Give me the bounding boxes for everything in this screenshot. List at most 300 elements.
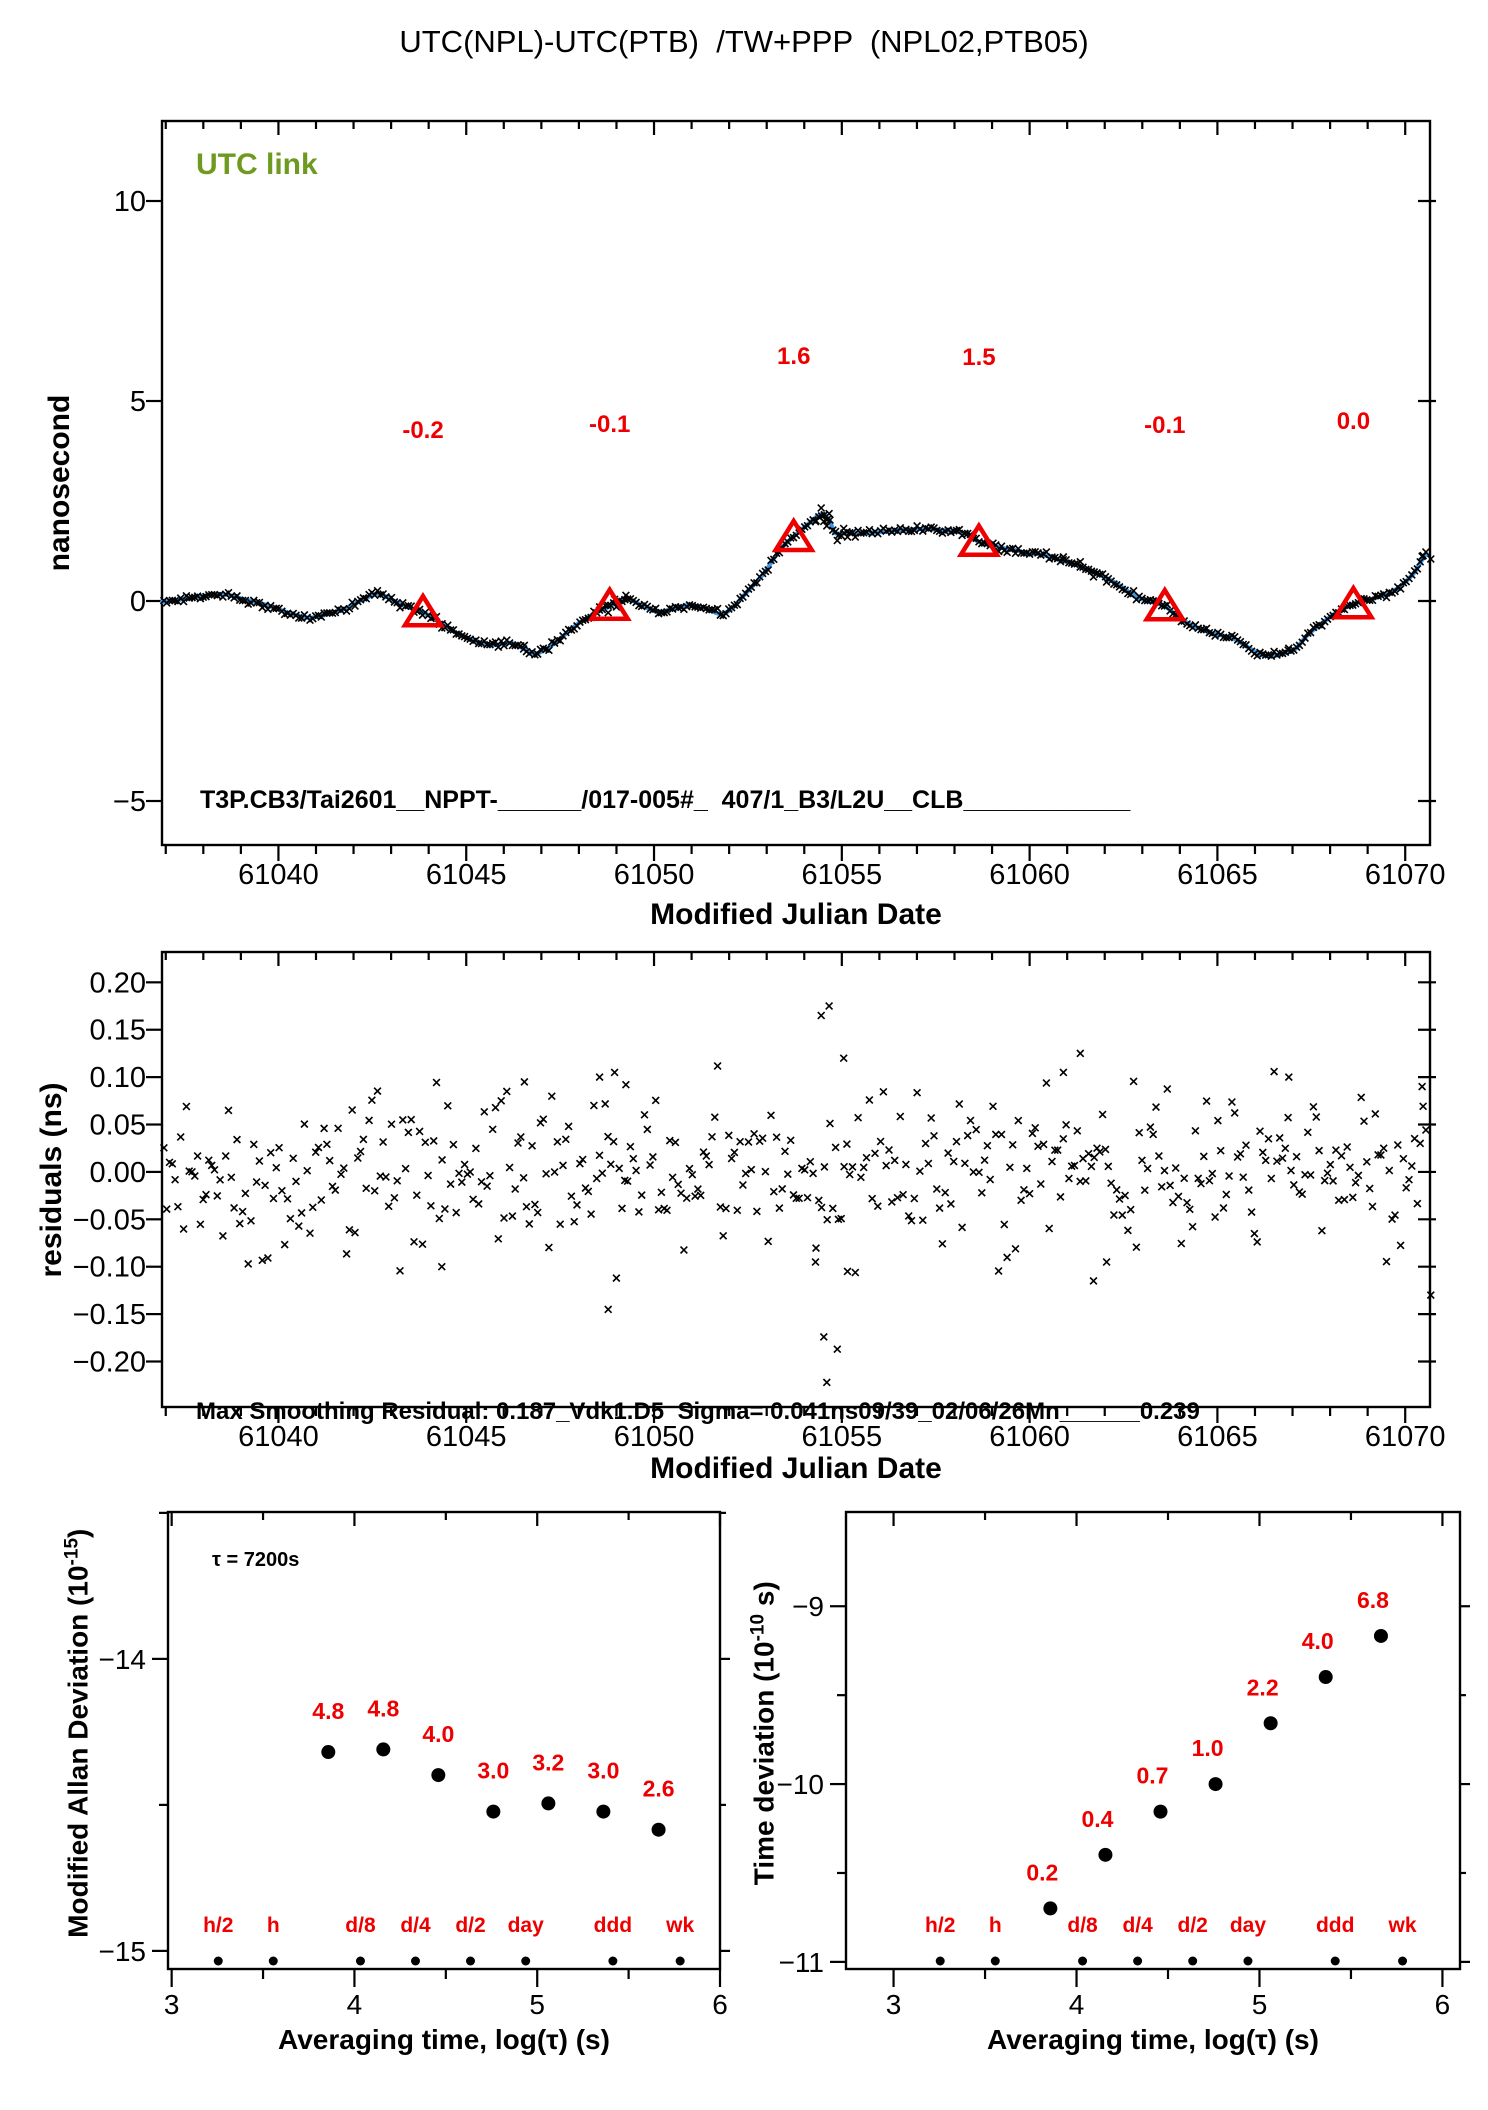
plot-title: UTC(NPL)-UTC(PTB) /TW+PPP (NPL02,PTB05) [399, 24, 1089, 59]
x-marker [824, 1216, 831, 1223]
point-value-label: 0.7 [1136, 1762, 1169, 1789]
residual-panel [73, 952, 1446, 1453]
x-tick-label: 3 [885, 1989, 902, 2020]
x-marker [1262, 1157, 1269, 1164]
x-marker [967, 1117, 974, 1124]
x-marker [304, 1167, 311, 1174]
x-marker [321, 1125, 328, 1132]
x-marker [521, 1079, 528, 1086]
x-marker [267, 1149, 274, 1156]
x-marker [633, 1167, 640, 1174]
x-marker [1130, 1078, 1137, 1085]
x-marker [1021, 1186, 1028, 1193]
y-axis-label-nanosecond: nanosecond [43, 394, 76, 572]
x-marker [891, 1157, 898, 1164]
x-marker [1090, 574, 1097, 581]
x-marker [844, 1268, 851, 1275]
x-marker [720, 1232, 727, 1239]
y-tick-label: −14 [98, 1643, 146, 1675]
period-label: ddd [593, 1914, 633, 1937]
x-marker [574, 1202, 581, 1209]
x-marker [234, 1136, 241, 1143]
x-marker [826, 1003, 833, 1010]
x-marker [1164, 1086, 1171, 1093]
x-marker [374, 1088, 381, 1095]
x-marker [1240, 1174, 1247, 1181]
x-marker [1167, 1182, 1174, 1189]
x-marker [939, 1240, 946, 1247]
x-marker [611, 1069, 618, 1076]
x-marker [461, 1161, 468, 1168]
x-marker [1220, 1205, 1227, 1212]
x-marker [413, 1192, 420, 1199]
deviation-point [541, 1796, 555, 1810]
x-marker [298, 1210, 305, 1217]
x-marker [1007, 1164, 1014, 1171]
point-value-label: 4.0 [422, 1721, 455, 1748]
period-label: wk [666, 1914, 695, 1937]
x-marker [1037, 1181, 1044, 1188]
x-marker [623, 1081, 630, 1088]
x-marker [1403, 1184, 1410, 1191]
x-marker [383, 1174, 390, 1181]
x-marker [964, 1132, 971, 1139]
x-marker [475, 1201, 482, 1208]
x-marker [248, 1217, 255, 1224]
x-marker [1423, 1127, 1430, 1134]
deviation-point [596, 1805, 610, 1819]
x-marker [931, 1132, 938, 1139]
x-marker [526, 1221, 533, 1228]
x-marker [1175, 1193, 1182, 1200]
x-marker [324, 1141, 331, 1148]
x-marker [1119, 1212, 1126, 1219]
x-marker [858, 1174, 865, 1181]
x-marker [1285, 1114, 1292, 1121]
x-marker [458, 1179, 465, 1186]
x-marker [438, 1263, 445, 1270]
x-marker [430, 1138, 437, 1145]
x-marker [976, 1169, 983, 1176]
x-marker [754, 1208, 761, 1215]
point-value-label: 3.2 [532, 1749, 565, 1776]
y-tick-label: −0.20 [72, 1346, 146, 1379]
x-marker [1400, 1155, 1407, 1162]
x-marker [834, 1346, 841, 1353]
calibration-value-label: 0.0 [1336, 408, 1371, 435]
x-marker [1203, 1098, 1210, 1105]
x-marker [998, 1131, 1005, 1138]
x-marker [1184, 1199, 1191, 1206]
x-marker [1229, 1099, 1236, 1106]
x-marker [1161, 1167, 1168, 1174]
deviation-point [1319, 1670, 1333, 1684]
x-marker [1383, 1258, 1390, 1265]
x-marker [1170, 1199, 1177, 1206]
x-marker [551, 1169, 558, 1176]
x-marker [936, 1205, 943, 1212]
x-marker [872, 1150, 879, 1157]
x-marker [1414, 1200, 1421, 1207]
x-marker [512, 1186, 519, 1193]
y-axis-label-tdev [715, 1581, 780, 1901]
x-marker [309, 1204, 316, 1211]
x-marker [1060, 1069, 1067, 1076]
x-marker [880, 1088, 887, 1095]
x-marker [1111, 1212, 1118, 1219]
x-marker [883, 1162, 890, 1169]
x-marker [869, 1195, 876, 1202]
x-marker [1324, 1170, 1331, 1177]
point-value-label: 1.0 [1191, 1735, 1224, 1762]
x-marker [1200, 1153, 1207, 1160]
x-marker [711, 1114, 718, 1121]
x-marker [1352, 1179, 1359, 1186]
panel-frame [162, 121, 1430, 845]
period-dot [1243, 1957, 1252, 1966]
x-marker [655, 1206, 662, 1213]
x-tick-label: 61055 [801, 859, 883, 891]
x-marker [481, 1108, 488, 1115]
deviation-point [652, 1823, 666, 1837]
x-marker [627, 1143, 634, 1150]
x-marker [366, 1117, 373, 1124]
x-marker [844, 1141, 851, 1148]
x-marker [723, 1205, 730, 1212]
x-marker [759, 1135, 766, 1142]
x-marker [399, 1117, 406, 1124]
x-tick-label: 61040 [238, 1421, 319, 1453]
x-marker [959, 1224, 966, 1231]
x-marker [270, 1195, 277, 1202]
x-marker [866, 1097, 873, 1104]
x-marker [748, 1166, 755, 1173]
x-marker [675, 1181, 682, 1188]
x-marker [810, 1170, 817, 1177]
x-marker [332, 1187, 339, 1194]
panel-frame [846, 1512, 1460, 1969]
x-marker [1186, 1206, 1193, 1213]
x-marker [1012, 1245, 1019, 1252]
x-marker [605, 1306, 612, 1313]
x-marker [602, 1101, 609, 1108]
x-marker [444, 1102, 451, 1109]
x-marker [1288, 1167, 1295, 1174]
x-marker [1125, 1227, 1132, 1234]
x-marker [630, 1155, 637, 1162]
x-tick-label: 61050 [613, 1421, 695, 1453]
x-marker [1158, 1183, 1165, 1190]
x-marker [1268, 1175, 1275, 1182]
deviation-point [1154, 1805, 1168, 1819]
x-marker [520, 1174, 527, 1181]
period-label: d/8 [345, 1914, 376, 1937]
x-marker [950, 1158, 957, 1165]
x-marker [1153, 1104, 1160, 1111]
x-marker [1282, 1145, 1289, 1152]
x-marker [172, 1176, 179, 1183]
x-marker [385, 1203, 392, 1210]
y-tick-label: −0.15 [72, 1299, 146, 1332]
x-marker [978, 1189, 985, 1196]
x-marker [1313, 1114, 1320, 1121]
x-tick-label: 6 [1434, 1989, 1451, 2020]
x-marker [1023, 1165, 1030, 1172]
x-marker [1049, 1158, 1056, 1165]
x-marker [990, 1103, 997, 1110]
x-marker [1361, 1118, 1368, 1125]
x-marker [360, 1136, 367, 1143]
x-axis-label-mjd-mid: Modified Julian Date [650, 1452, 942, 1485]
x-marker [1231, 1110, 1238, 1117]
x-marker [666, 1137, 673, 1144]
x-marker [220, 1233, 227, 1240]
x-marker [388, 1121, 395, 1128]
x-marker [273, 1164, 280, 1171]
x-marker [1406, 1176, 1413, 1183]
x-marker [745, 1139, 752, 1146]
y-axis-label-tdev-sup: -10 [747, 1613, 769, 1642]
x-marker [293, 1178, 300, 1185]
x-marker [703, 1153, 710, 1160]
x-marker [1299, 1191, 1306, 1198]
x-marker [636, 1209, 643, 1216]
x-marker [823, 1379, 830, 1386]
x-marker [888, 1199, 895, 1206]
deviation-point [486, 1805, 500, 1819]
x-marker [953, 1138, 960, 1145]
x-marker [456, 1170, 463, 1177]
x-marker [250, 1141, 257, 1148]
x-marker [489, 1126, 496, 1133]
x-marker [995, 1268, 1002, 1275]
x-marker [1386, 1167, 1393, 1174]
x-marker [815, 1197, 822, 1204]
x-marker [1212, 1214, 1219, 1221]
x-marker [568, 1193, 575, 1200]
x-marker [588, 1211, 595, 1218]
x-marker [638, 1192, 645, 1199]
x-marker [956, 1101, 963, 1108]
x-marker [1189, 1223, 1196, 1230]
x-marker [428, 1202, 435, 1209]
x-marker [714, 1063, 721, 1070]
period-label: day [507, 1914, 544, 1937]
point-value-label: 3.0 [587, 1757, 620, 1784]
top-annotation: T3P.CB3/Tai2601__NPPT-______/017-005#_ 407/1_B3/L2U__CLB____________ [200, 786, 1131, 814]
x-marker [1397, 1242, 1404, 1249]
x-marker [307, 1230, 314, 1237]
x-marker [863, 1154, 870, 1161]
x-marker [225, 1107, 232, 1114]
x-marker [933, 1186, 940, 1193]
x-marker [1150, 1131, 1157, 1138]
x-marker [279, 1187, 286, 1194]
utc-link-label: UTC link [196, 148, 318, 181]
point-value-label: 2.6 [642, 1775, 675, 1802]
period-label: ddd [1315, 1914, 1355, 1937]
y-tick-label: −15 [98, 1935, 146, 1967]
x-marker [1243, 1142, 1250, 1149]
x-marker [832, 1144, 839, 1151]
x-tick-label: 61040 [238, 859, 319, 891]
x-marker [354, 1155, 361, 1162]
x-marker [1358, 1094, 1365, 1101]
x-marker [1372, 1111, 1379, 1118]
x-marker [818, 1204, 825, 1211]
deviation-point [1264, 1716, 1278, 1730]
x-marker [394, 1177, 401, 1184]
x-tick-label: 6 [712, 1989, 728, 2020]
x-marker [295, 1223, 302, 1230]
x-marker [591, 1102, 598, 1109]
x-marker [447, 1181, 454, 1188]
x-marker [922, 1140, 929, 1147]
x-marker [442, 1206, 449, 1213]
x-marker [419, 1241, 426, 1248]
period-label: d/4 [1122, 1914, 1153, 1937]
y-tick-label: 10 [113, 186, 146, 218]
period-dot [991, 1957, 1000, 1966]
x-axis-label-avgtime-right: Averaging time, log(τ) (s) [987, 2024, 1319, 2055]
x-marker [610, 1138, 617, 1145]
y-tick-label: 0.15 [89, 1014, 146, 1047]
x-marker [911, 1195, 918, 1202]
x-marker [948, 1201, 955, 1208]
x-marker [652, 1097, 659, 1104]
period-dot [269, 1957, 278, 1966]
x-marker [194, 1153, 201, 1160]
x-marker [751, 1130, 758, 1137]
x-marker [554, 1138, 561, 1145]
x-tick-label: 61070 [1364, 859, 1446, 891]
x-marker [236, 1220, 243, 1227]
x-marker [1380, 1145, 1387, 1152]
x-marker [318, 1197, 325, 1204]
x-marker [214, 1193, 221, 1200]
x-marker [1133, 1244, 1140, 1251]
x-marker [175, 1203, 182, 1210]
x-marker [877, 1138, 884, 1145]
x-marker [217, 1176, 224, 1183]
x-marker [1043, 1080, 1050, 1087]
period-label: day [1229, 1914, 1267, 1937]
x-marker [818, 505, 825, 512]
x-marker [1420, 1103, 1427, 1110]
x-marker [973, 1126, 980, 1133]
y-tick-label: 0.05 [89, 1109, 146, 1142]
x-marker [1057, 1194, 1064, 1201]
x-marker [1310, 1103, 1317, 1110]
x-marker [740, 1182, 747, 1189]
x-marker [613, 1275, 620, 1282]
x-marker [163, 1206, 170, 1213]
x-marker [405, 1129, 412, 1136]
x-marker [1009, 1141, 1016, 1148]
x-marker [1408, 1163, 1415, 1170]
y-tick-label: 5 [129, 386, 146, 418]
point-value-label: 4.8 [312, 1698, 345, 1725]
x-marker [416, 1128, 423, 1135]
residual-annotation: Max Smoothing Residual: 0.187_Vdk1.D5 Sigma= 0.041ns09/39_02/06/26Mn______0.239 [196, 1398, 1200, 1425]
x-marker [1066, 1175, 1073, 1182]
x-marker [565, 1123, 572, 1130]
x-marker [768, 1112, 775, 1119]
x-marker [717, 1204, 724, 1211]
x-marker [433, 1079, 440, 1086]
x-marker [183, 1103, 190, 1110]
x-tick-label: 61065 [1177, 1421, 1258, 1453]
x-marker [560, 1162, 567, 1169]
x-marker [1223, 1191, 1230, 1198]
x-marker [706, 1161, 713, 1168]
x-marker [1307, 1172, 1314, 1179]
calibration-value-label: 1.6 [777, 342, 811, 370]
x-marker [1103, 1259, 1110, 1266]
x-marker [1046, 1225, 1053, 1232]
period-dot [1188, 1957, 1197, 1966]
x-tick-label: 61055 [801, 1421, 883, 1453]
x-marker [1293, 1153, 1300, 1160]
x-marker [981, 1157, 988, 1164]
period-dot [356, 1957, 365, 1966]
x-tick-label: 4 [346, 1989, 363, 2020]
x-marker [349, 1107, 356, 1114]
x-marker [619, 1205, 626, 1212]
deviation-point [431, 1768, 445, 1782]
period-dot [214, 1957, 223, 1966]
x-marker [813, 1245, 820, 1252]
calibration-value-label: -0.1 [1144, 412, 1186, 439]
point-value-label: 0.4 [1081, 1805, 1114, 1832]
x-marker [917, 1168, 924, 1175]
x-marker [596, 1152, 603, 1159]
y-tick-label: −5 [112, 786, 146, 818]
x-marker [231, 1205, 238, 1212]
x-marker [1113, 1187, 1120, 1194]
x-marker [450, 1141, 457, 1148]
x-marker [197, 1221, 204, 1228]
x-marker [492, 1104, 499, 1111]
x-marker [1215, 1117, 1222, 1124]
x-marker [984, 1142, 991, 1149]
x-marker [1276, 1135, 1283, 1142]
x-marker [840, 1055, 847, 1062]
x-marker [262, 1182, 269, 1189]
x-tick-label: 61070 [1364, 1421, 1446, 1453]
y-tick-label: 0.10 [89, 1062, 146, 1095]
period-label: h [266, 1914, 280, 1937]
x-marker [425, 1172, 432, 1179]
x-marker [1141, 1187, 1148, 1194]
deviation-point [376, 1742, 390, 1756]
period-dot [1133, 1957, 1142, 1966]
x-marker [807, 1158, 814, 1165]
x-marker [546, 1244, 553, 1251]
x-marker [1341, 1196, 1348, 1203]
x-axis-label-mjd-top: Modified Julian Date [650, 898, 942, 931]
x-marker [343, 1251, 350, 1258]
x-marker [335, 1125, 342, 1132]
x-marker [1209, 1170, 1216, 1177]
x-marker [1099, 1111, 1106, 1118]
x-marker [1088, 1163, 1095, 1170]
x-marker [644, 1126, 651, 1133]
x-marker [1144, 1165, 1151, 1172]
x-marker [326, 1157, 333, 1164]
x-marker [501, 1215, 508, 1222]
x-marker [987, 1176, 994, 1183]
